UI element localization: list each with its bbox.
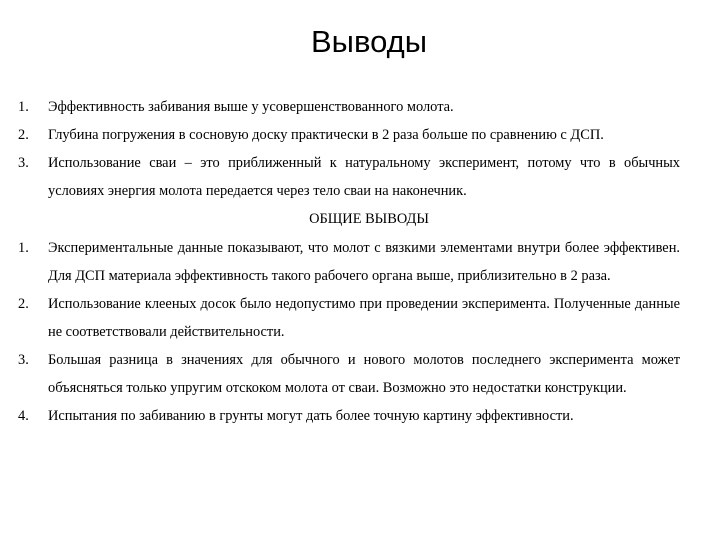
list-item-text: Эффективность забивания выше у усовершенствованного молота.: [48, 99, 454, 115]
general-conclusion-item: [18, 402, 680, 430]
list-number: 1.: [18, 240, 29, 256]
list-number: 4.: [18, 408, 29, 424]
list-number: 2.: [18, 296, 29, 312]
list-item-text: Использование клееных досок было недопустимо при проведении эксперимента. Полученные данные не соответствовали действительности.: [48, 296, 680, 340]
list-number: 3.: [18, 352, 29, 368]
conclusion-item: [18, 93, 680, 121]
list-number: 1.: [18, 99, 29, 115]
list-item-text: Экспериментальные данные показывают, что молот с вязкими элементами внутри более эффективен. Для ДСП материала эффективность такого рабочего органа выше, приблизительно в 2 раза.: [48, 240, 680, 284]
slide-body: [18, 93, 680, 430]
general-conclusions-heading: ОБЩИЕ ВЫВОДЫ: [309, 211, 429, 227]
list-item-text: Испытания по забиванию в грунты могут дать более точную картину эффективности.: [48, 408, 574, 424]
general-conclusions-list: [18, 234, 680, 430]
list-item-text: Использование сваи – это приближенный к натуральному эксперимент, потому что в обычных условиях энергия молота передается через тело сваи на наконечник.: [48, 155, 680, 199]
list-number: 2.: [18, 127, 29, 143]
general-conclusion-item: [18, 346, 680, 402]
list-item-text: Глубина погружения в сосновую доску практически в 2 раза больше по сравнению с ДСП.: [48, 127, 604, 143]
general-conclusion-item: [18, 234, 680, 290]
list-item-text: Большая разница в значениях для обычного и нового молотов последнего эксперимента может объясняться только упругим отскоком молота от сваи. Возможно это недостатки конструкции.: [48, 352, 680, 396]
conclusions-list: [18, 93, 680, 205]
general-conclusion-item: [18, 290, 680, 346]
list-number: 3.: [18, 155, 29, 171]
conclusion-item: [18, 149, 680, 205]
conclusion-item: [18, 121, 680, 149]
slide-title: Выводы: [310, 24, 427, 59]
